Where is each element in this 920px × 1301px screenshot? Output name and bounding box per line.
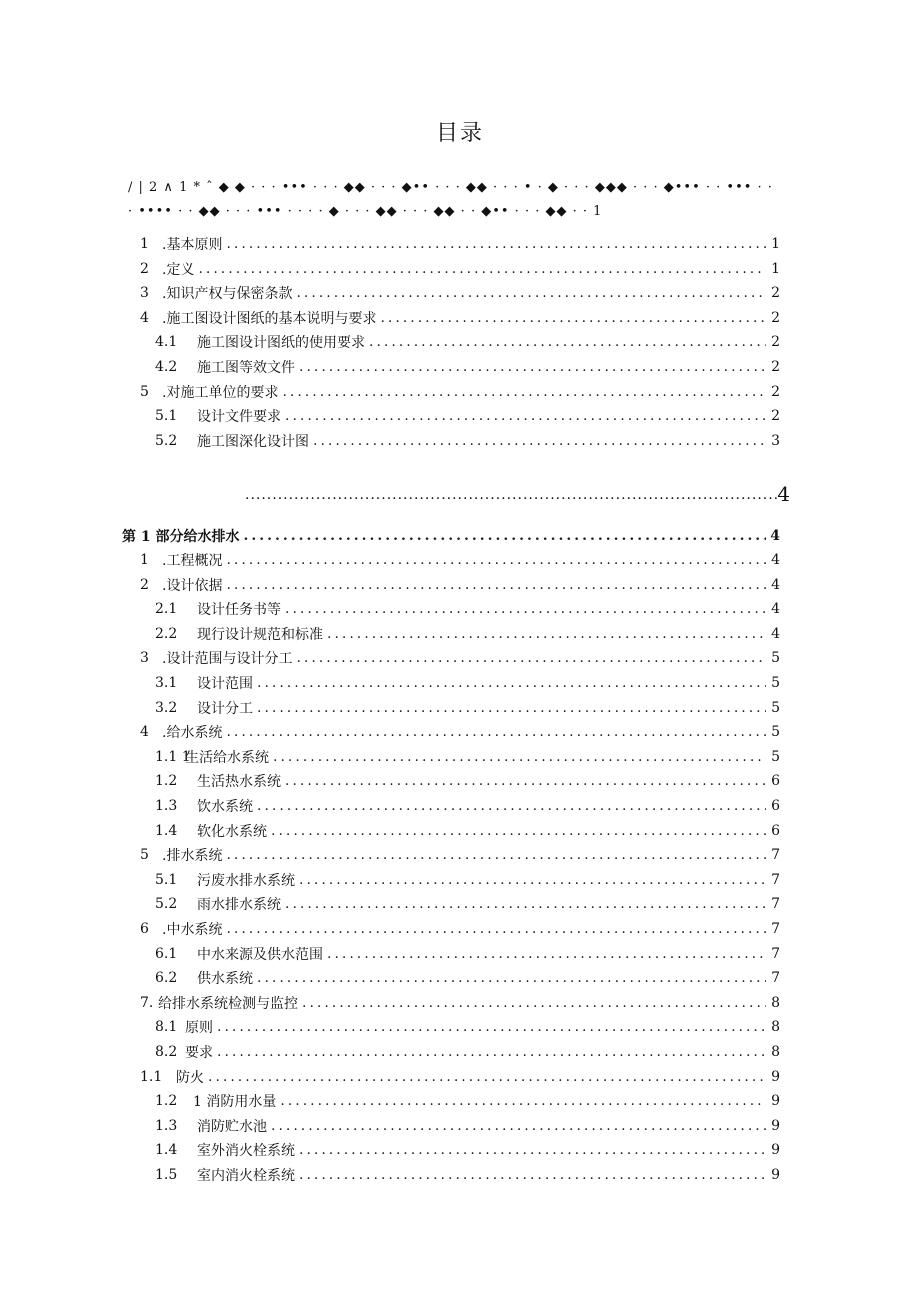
toc-label: 室内消火栓系统: [197, 1168, 295, 1184]
toc-entry[interactable]: [140, 843, 780, 867]
toc-label: 设计分工: [197, 700, 253, 717]
toc-page-number: 4: [771, 625, 780, 642]
toc-number: 2: [140, 260, 149, 277]
toc-entry[interactable]: [155, 355, 780, 379]
toc-number: 4.2: [155, 359, 178, 375]
toc-page-number: 5: [771, 724, 780, 741]
toc-number: 5.2: [155, 896, 178, 913]
toc-number: 5: [140, 383, 149, 400]
toc-number: 3.2: [155, 699, 178, 716]
toc-entry[interactable]: [140, 281, 780, 305]
toc-number: 1.2: [155, 773, 178, 790]
dot-leader: [327, 946, 766, 962]
toc-number: 5.1: [155, 408, 178, 425]
toc-number: 7.: [140, 994, 154, 1011]
toc-number: 5.1: [155, 871, 178, 888]
dot-leader: [226, 552, 766, 568]
toc-page-number: 4: [771, 576, 780, 593]
dot-leader: [226, 847, 766, 863]
dot-leader: [302, 995, 766, 1011]
toc-label: .中水系统: [162, 922, 223, 938]
toc-number: 1: [140, 552, 149, 568]
toc-label: 施工图等效文件: [197, 360, 295, 376]
toc-page-number: 7: [771, 847, 780, 864]
toc-page-number: 9: [771, 1142, 780, 1159]
toc-number: 4: [140, 724, 149, 741]
toc-entry[interactable]: [155, 1138, 780, 1162]
toc-page-number: 2: [771, 408, 780, 425]
toc-label: 要求: [185, 1045, 213, 1061]
toc-entry[interactable]: [155, 429, 780, 453]
garbled-toc-line-2: · •••• · · ◆◆ · · · ••• · · · · ◆ · · · ◆◆ · · · ◆◆ · · ◆•• · · · ◆◆ · · 1: [128, 204, 603, 219]
dot-leader: [198, 261, 766, 277]
dot-leader: [226, 921, 766, 937]
toc-number: 1.3: [155, 1117, 178, 1134]
toc-number: 1.2: [155, 1093, 178, 1110]
toc-entry[interactable]: [140, 548, 780, 572]
toc-page-number: 2: [771, 309, 780, 326]
toc-number: 8.2: [155, 1044, 178, 1060]
toc-page-number: 2: [771, 334, 780, 351]
toc-entry[interactable]: [155, 942, 780, 966]
toc-label: .设计依据: [162, 577, 223, 594]
toc-number: 1.1: [140, 1068, 163, 1085]
toc-page-number: 5: [771, 675, 780, 691]
toc-number: 1.5: [155, 1167, 178, 1183]
toc-entry[interactable]: [140, 380, 780, 404]
toc-page-number: 7: [771, 896, 780, 913]
toc-entry[interactable]: [155, 1114, 780, 1138]
toc-number: 3.1: [155, 675, 178, 691]
toc-entry[interactable]: [140, 646, 780, 670]
toc-page-number: 5: [771, 699, 780, 716]
toc-entry[interactable]: [155, 794, 780, 818]
toc-page-number: 1: [771, 236, 780, 252]
toc-page-number: 9: [771, 1117, 780, 1134]
toc-label: 设计范围: [197, 676, 253, 692]
dot-leader: [369, 334, 766, 350]
toc-part-heading[interactable]: [122, 524, 780, 548]
toc-label: 防火: [176, 1069, 204, 1086]
toc-number: 2.1: [155, 601, 178, 618]
toc-entry[interactable]: [140, 720, 780, 744]
dot-leader: [299, 1142, 766, 1158]
toc-page-number: 6: [771, 798, 780, 814]
toc-page-number: 4: [770, 528, 780, 544]
toc-label: 雨水排水系统: [197, 897, 281, 914]
toc-label: 饮水系统: [197, 799, 253, 815]
toc-entry[interactable]: [140, 232, 780, 256]
dot-leader: [285, 601, 766, 617]
toc-page-number: 8: [771, 1019, 780, 1036]
toc-page-number: 5: [771, 650, 780, 667]
dot-leader: [285, 896, 766, 912]
dot-leader: [226, 724, 766, 740]
dot-leader: [285, 773, 766, 789]
toc-number: 6: [140, 921, 149, 937]
toc-label: 消防贮水池: [197, 1118, 267, 1135]
toc-number: 1: [140, 236, 149, 252]
toc-entry[interactable]: [155, 622, 780, 646]
toc-entry[interactable]: [155, 1089, 780, 1113]
toc-entry[interactable]: [155, 966, 780, 990]
dot-leader: [257, 675, 766, 691]
toc-label: .设计范围与设计分工: [162, 651, 293, 668]
dot-leader: [299, 1167, 766, 1183]
toc-page-number: 2: [771, 359, 780, 375]
toc-number: 1.4: [155, 1142, 178, 1159]
toc-entry[interactable]: [155, 404, 780, 428]
toc-entry[interactable]: [155, 745, 780, 769]
toc-entry[interactable]: [140, 573, 780, 597]
toc-page-number: 4: [771, 552, 780, 568]
dot-leader: [327, 626, 766, 642]
dot-leader: [380, 310, 766, 326]
toc-label: 生活热水系统: [197, 774, 281, 791]
toc-entry[interactable]: [155, 1040, 780, 1064]
dot-leader: [217, 1044, 766, 1060]
toc-entry[interactable]: [155, 819, 780, 843]
toc-label: .定义: [162, 261, 195, 278]
toc-label: 第 1 部分给水排水: [122, 529, 240, 545]
toc-label: .知识产权与保密条款: [162, 286, 293, 303]
toc-label: 现行设计规范和标准: [197, 626, 323, 643]
toc-number: 3: [140, 285, 149, 302]
toc-page-number: 2: [771, 285, 780, 302]
toc-page-number: 8: [771, 1044, 780, 1060]
toc-number: 8.1: [155, 1019, 178, 1036]
toc-page-number: 6: [771, 822, 780, 839]
toc-number: 6.2: [155, 970, 178, 987]
toc-entry[interactable]: [155, 597, 780, 621]
toc-label: 设计文件要求: [197, 409, 281, 426]
toc-label: 设计任务书等: [197, 602, 281, 619]
toc-label: 原则: [185, 1020, 213, 1037]
orphan-toc-entry[interactable]: [245, 480, 790, 506]
dot-leader: [296, 650, 766, 666]
toc-number: 1.3: [155, 798, 178, 814]
toc-page-number: 9: [771, 1167, 780, 1183]
toc-label: 软化水系统: [197, 823, 267, 840]
toc-page-number: 3: [771, 432, 780, 449]
toc-entry[interactable]: [140, 917, 780, 941]
page-title: 目录: [435, 121, 484, 146]
dot-leader: [285, 408, 766, 424]
toc-page-number: 7: [771, 945, 780, 962]
toc-entry[interactable]: [155, 1015, 780, 1039]
dot-leader: [257, 798, 766, 814]
toc-entry[interactable]: [155, 671, 780, 695]
dot-leader: [299, 359, 766, 375]
toc-page-number: 7: [771, 921, 780, 937]
toc-entry[interactable]: [155, 330, 780, 354]
toc-label: .排水系统: [162, 848, 223, 865]
toc-entry[interactable]: [155, 769, 780, 793]
toc-entry[interactable]: [140, 1065, 780, 1089]
toc-number: 5.2: [155, 432, 178, 449]
toc-page-number: 4: [777, 482, 790, 506]
toc-label: 供水系统: [197, 971, 253, 988]
toc-label: 污废水排水系统: [197, 872, 295, 889]
toc-page-number: 9: [771, 1068, 780, 1085]
dot-leader: [244, 528, 767, 544]
dot-leader: [226, 236, 766, 252]
toc-number: 2: [140, 576, 149, 593]
toc-page-number: 5: [771, 748, 780, 765]
dot-leader: [296, 285, 766, 301]
toc-page-number: 7: [771, 871, 780, 888]
toc-page-number: 6: [771, 773, 780, 790]
toc-label: .工程概况: [162, 553, 223, 569]
dot-leader: [257, 970, 766, 986]
toc-page-number: 7: [771, 970, 780, 987]
toc-label: 生活给水系统: [185, 749, 269, 766]
toc-entry[interactable]: [155, 892, 780, 916]
toc-page-number: 2: [771, 383, 780, 400]
toc-number: 2.2: [155, 625, 178, 642]
toc-label: 室外消火栓系统: [197, 1143, 295, 1160]
toc-label: 施工图深化设计图: [197, 433, 309, 450]
dot-leader: [245, 487, 777, 506]
toc-label: .对施工单位的要求: [162, 384, 279, 401]
toc-entry[interactable]: [140, 306, 780, 330]
dot-leader: [271, 1118, 766, 1134]
toc-label: .施工图设计图纸的基本说明与要求: [162, 310, 377, 327]
toc-number: 6.1: [155, 945, 178, 962]
toc-entry[interactable]: [155, 696, 780, 720]
toc-entry[interactable]: [155, 868, 780, 892]
toc-number: 5: [140, 847, 149, 864]
dot-leader: [282, 384, 766, 400]
dot-leader: [257, 700, 766, 716]
toc-label: 施工图设计图纸的使用要求: [197, 335, 365, 352]
garbled-toc-line-1: / | 2 ∧ 1 * ˆ ◆ ◆ · · · ••• · · · ◆◆ · · · ◆•• · · · ◆◆ · · · • · ◆ · · · ◆◆◆ · · · ◆••• · · ••• · ·: [128, 180, 773, 195]
dot-leader: [217, 1019, 766, 1035]
dot-leader: [208, 1069, 766, 1085]
toc-label: 中水来源及供水范围: [197, 946, 323, 963]
dot-leader: [226, 577, 766, 593]
dot-leader: [280, 1093, 766, 1109]
toc-label: 1 消防用水量: [193, 1094, 277, 1111]
toc-page-number: 9: [771, 1093, 780, 1110]
toc-number: 4: [140, 309, 149, 326]
toc-entry[interactable]: [140, 991, 780, 1015]
toc-number: 4.1: [155, 334, 178, 351]
toc-entry[interactable]: [140, 257, 780, 281]
toc-number: 1.4: [155, 822, 178, 839]
toc-number: 1.1 1: [155, 748, 191, 765]
toc-page-number: 1: [771, 260, 780, 277]
toc-entry[interactable]: [155, 1163, 780, 1187]
toc-page-number: 4: [771, 601, 780, 618]
toc-label: 给排水系统检测与监控: [158, 995, 298, 1012]
toc-page-number: 8: [771, 994, 780, 1011]
dot-leader: [273, 749, 766, 765]
toc-label: .给水系统: [162, 725, 223, 742]
dot-leader: [271, 823, 766, 839]
toc-number: 3: [140, 650, 149, 667]
dot-leader: [313, 433, 766, 449]
toc-label: .基本原则: [162, 237, 223, 253]
dot-leader: [299, 872, 766, 888]
